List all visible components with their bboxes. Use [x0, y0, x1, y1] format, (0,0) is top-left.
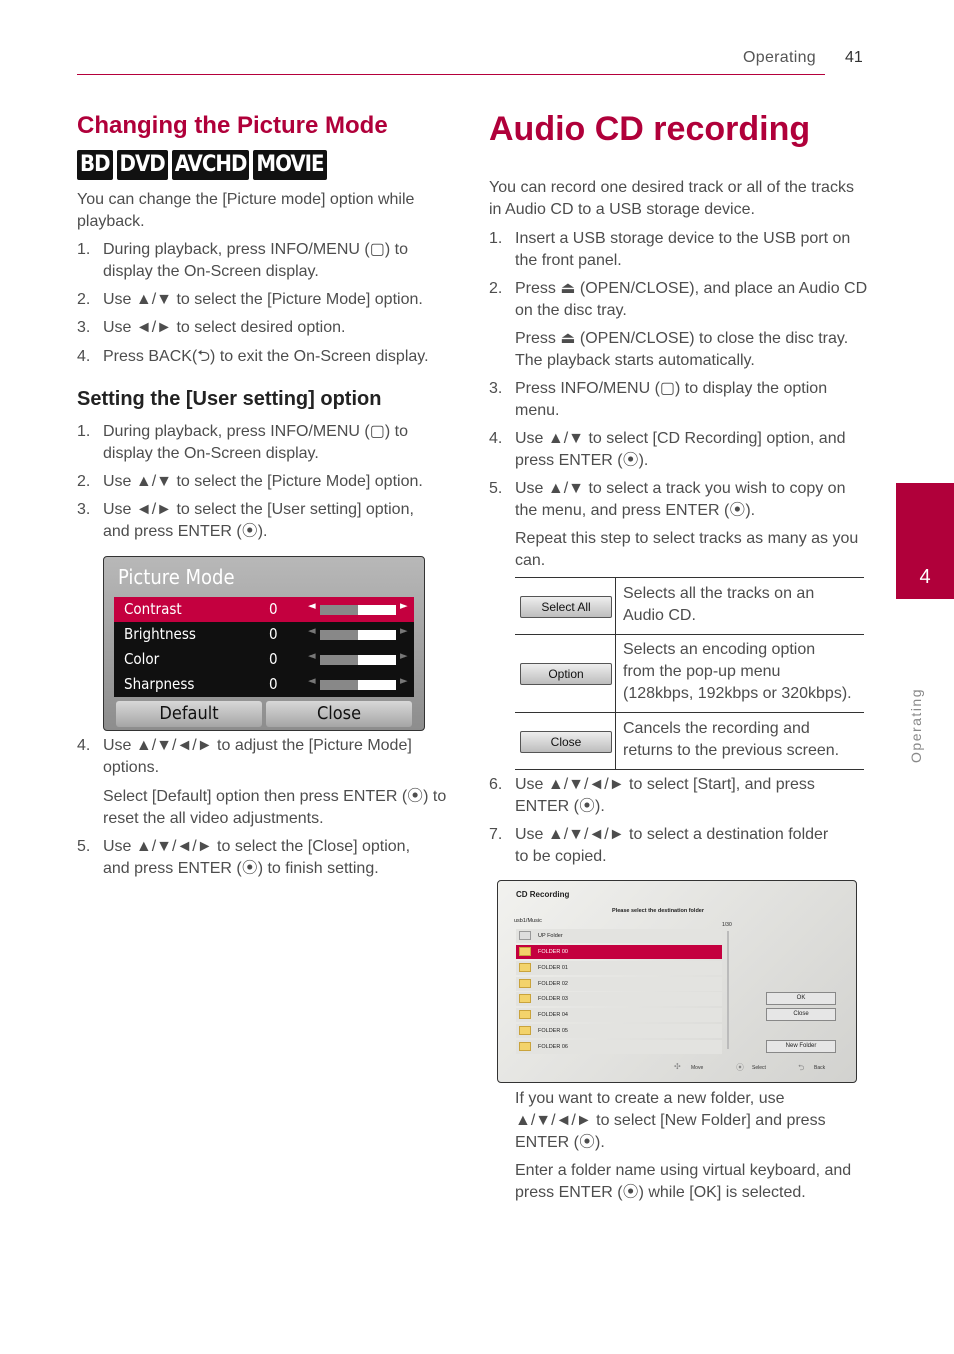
folder-label: FOLDER 01 [538, 965, 568, 971]
desc-line: from the pop-up menu [623, 663, 781, 680]
step-text: menu. [515, 402, 560, 419]
step-text: press ENTER (⦿). [515, 452, 649, 469]
step-number: 3. [489, 380, 503, 397]
default-button[interactable]: Default [116, 701, 262, 727]
footer-select: Select [752, 1065, 766, 1071]
step-text: Use ▲/▼ to select a track you wish to copy on [515, 480, 846, 497]
right-step-5 [489, 478, 869, 574]
folder-item[interactable] [516, 992, 722, 1006]
step-number: 1. [77, 241, 91, 258]
step-text: Use ▲/▼ to select the [Picture Mode] option. [103, 291, 423, 308]
picture-setting-list [114, 597, 414, 697]
folder-label: FOLDER 02 [538, 981, 568, 987]
folder-item[interactable] [516, 961, 722, 975]
step-text: Use ▲/▼/◄/► to select a destination folder [515, 826, 829, 843]
step-number: 3. [77, 319, 91, 336]
decrease-arrow-icon[interactable]: ◄ [308, 599, 316, 612]
audio-cd-heading: Audio CD recording [489, 110, 811, 148]
step-text: and press ENTER (⦿). [103, 523, 268, 540]
folder-icon [519, 1010, 531, 1019]
chapter-label: Operating [908, 688, 924, 763]
step-number: 7. [489, 826, 503, 843]
footer-move: Move [691, 1065, 704, 1071]
setting-name: Contrast [124, 600, 182, 618]
setting-level-bar[interactable] [320, 605, 396, 615]
ok-button[interactable]: OK [766, 992, 836, 1005]
step-number: 3. [77, 501, 91, 518]
table-desc [623, 583, 863, 627]
cd-recording-screen [497, 880, 857, 1083]
badge-movie: MOVIE [253, 150, 326, 180]
step-text: Press BACK(⮌) to exit the On-Screen display. [103, 348, 429, 365]
folder-label: FOLDER 03 [538, 996, 568, 1002]
cd-path: usb1/Music [514, 918, 542, 924]
back-icon: ⮌ [798, 1063, 805, 1072]
step-text: on the disc tray. [515, 302, 627, 319]
step-text: Use ▲/▼/◄/► to adjust the [Picture Mode] [103, 737, 412, 754]
note-line: Enter a folder name using virtual keyboard, and [515, 1162, 852, 1179]
left-step-4b [77, 735, 457, 835]
folder-label: FOLDER 00 [538, 949, 568, 955]
note-line: ENTER (⦿). [515, 1134, 605, 1151]
step-text: Use ◄/► to select the [User setting] option, [103, 501, 414, 518]
step-text: Press ⏏ (OPEN/CLOSE), and place an Audio CD [515, 280, 868, 297]
table-row [515, 712, 864, 770]
step-text: the front panel. [515, 252, 622, 269]
folder-item[interactable] [516, 1008, 722, 1022]
setting-value: 0 [269, 650, 278, 668]
folder-icon [519, 947, 531, 956]
step-note: can. [515, 552, 546, 569]
folder-icon [519, 1026, 531, 1035]
setting-level-bar[interactable] [320, 655, 396, 665]
sub-step-1 [77, 421, 457, 465]
folder-item[interactable] [516, 1040, 722, 1054]
step-number: 5. [489, 480, 503, 497]
desc-line: Audio CD. [623, 607, 696, 624]
left-step-1 [77, 239, 457, 283]
header-rule [77, 74, 825, 75]
folder-label: UP Folder [538, 933, 563, 939]
right-step-3 [489, 378, 869, 422]
note-line: If you want to create a new folder, use [515, 1090, 785, 1107]
step-number: 2. [77, 291, 91, 308]
intro-line: playback. [77, 213, 145, 230]
note-line: ▲/▼/◄/► to select [New Folder] and press [515, 1112, 826, 1129]
step-number: 6. [489, 776, 503, 793]
step-number: 4. [489, 430, 503, 447]
table-desc [623, 718, 863, 762]
step-number: 1. [77, 423, 91, 440]
step-text: Use ▲/▼ to select the [Picture Mode] option. [103, 473, 423, 490]
table-row [515, 577, 864, 634]
table-divider [615, 713, 616, 769]
folder-item[interactable] [516, 977, 722, 991]
folder-label: FOLDER 05 [538, 1028, 568, 1034]
note-line: press ENTER (⦿) while [OK] is selected. [515, 1184, 806, 1201]
step-number: 5. [77, 838, 91, 855]
new-folder-note [515, 1088, 865, 1204]
panel-title: Picture Mode [118, 565, 235, 589]
step-number: 4. [77, 737, 91, 754]
step-text: display the On-Screen display. [103, 445, 319, 462]
step-text: Use ▲/▼ to select [CD Recording] option, and [515, 430, 846, 447]
setting-name: Color [124, 650, 160, 668]
decrease-arrow-icon[interactable]: ◄ [308, 674, 316, 687]
step-text: Press INFO/MENU (▢) to display the option [515, 380, 828, 397]
setting-level-bar[interactable] [320, 680, 396, 690]
left-step-2 [77, 289, 457, 311]
picture-mode-panel [103, 556, 425, 731]
step-number: 2. [77, 473, 91, 490]
chapter-number: 4 [919, 566, 931, 588]
close-button[interactable]: Close [266, 701, 412, 727]
setting-row-sharpness[interactable] [114, 672, 414, 697]
step-note: reset the all video adjustments. [103, 810, 324, 827]
table-row [515, 634, 864, 712]
left-step-5b [77, 836, 457, 880]
setting-value: 0 [269, 600, 278, 618]
table-divider [615, 635, 616, 712]
cd-footer [498, 1059, 857, 1083]
sub-step-2 [77, 471, 457, 493]
right-step-1 [489, 228, 869, 272]
step-text: Insert a USB storage device to the USB port on [515, 230, 851, 247]
section-label: Operating [743, 49, 816, 66]
step-text: to be copied. [515, 848, 607, 865]
decrease-arrow-icon[interactable]: ◄ [308, 624, 316, 637]
step-text: the menu, and press ENTER (⦿). [515, 502, 756, 519]
badge-dvd: DVD [117, 150, 168, 180]
step-number: 1. [489, 230, 503, 247]
desc-line: (128kbps, 192kbps or 320kbps). [623, 685, 852, 702]
footer-back: Back [814, 1065, 826, 1071]
intro-line: You can record one desired track or all of the tracks [489, 179, 854, 196]
increase-arrow-icon[interactable]: ► [400, 624, 408, 637]
step-text: Use ▲/▼/◄/► to select the [Close] option, [103, 838, 411, 855]
step-text: Use ▲/▼/◄/► to select [Start], and press [515, 776, 815, 793]
setting-name: Brightness [124, 625, 196, 643]
desc-line: returns to the previous screen. [623, 742, 840, 759]
select-all-button[interactable]: Select All [520, 596, 612, 618]
close-button[interactable]: Close [766, 1008, 836, 1021]
desc-line: Selects all the tracks on an [623, 585, 815, 602]
setting-value: 0 [269, 675, 278, 693]
folder-item[interactable] [516, 945, 722, 959]
right-step-4 [489, 428, 869, 472]
step-text: options. [103, 759, 160, 776]
user-setting-subheading: Setting the [User setting] option [77, 388, 382, 410]
step-text: and press ENTER (⦿) to finish setting. [103, 860, 379, 877]
step-text: During playback, press INFO/MENU (▢) to [103, 241, 408, 258]
desc-line: Selects an encoding option [623, 641, 816, 658]
up-folder-icon [519, 931, 531, 940]
step-note: The playback starts automatically. [515, 352, 755, 369]
folder-label: FOLDER 06 [538, 1044, 568, 1050]
increase-arrow-icon[interactable]: ► [400, 599, 408, 612]
badge-avchd: AVCHD [172, 150, 250, 180]
increase-arrow-icon[interactable]: ► [400, 674, 408, 687]
audio-cd-intro [489, 177, 854, 221]
table-divider [615, 578, 616, 634]
option-button[interactable]: Option [520, 663, 612, 685]
cd-instruction: Please select the destination folder [612, 908, 705, 914]
move-icon: ✣ [674, 1062, 681, 1071]
step-note: Select [Default] option then press ENTER (⦿) to [103, 788, 447, 805]
step-text: During playback, press INFO/MENU (▢) to [103, 423, 408, 440]
step-text: display the On-Screen display. [103, 263, 319, 280]
right-step-7 [489, 824, 869, 868]
step-note: Press ⏏ (OPEN/CLOSE) to close the disc tray. [515, 330, 849, 347]
close-button[interactable]: Close [520, 731, 612, 753]
page-number: 41 [845, 49, 863, 66]
intro-line: in Audio CD to a USB storage device. [489, 201, 755, 218]
cd-count: 1/30 [722, 922, 732, 928]
badge-bd: BD [77, 150, 113, 180]
left-step-3 [77, 317, 457, 339]
picture-mode-intro [77, 189, 414, 233]
folder-item-up[interactable] [516, 929, 722, 943]
setting-row-color[interactable] [114, 647, 414, 672]
new-folder-button[interactable]: New Folder [766, 1040, 836, 1053]
picture-mode-heading: Changing the Picture Mode [77, 112, 388, 139]
desc-line: Cancels the recording and [623, 720, 810, 737]
folder-icon [519, 1042, 531, 1051]
right-step-2 [489, 278, 869, 378]
setting-level-bar[interactable] [320, 630, 396, 640]
disc-type-badges [77, 150, 327, 180]
table-desc [623, 639, 863, 705]
folder-scrollbar[interactable] [727, 931, 729, 1049]
right-step-6 [489, 774, 869, 818]
left-step-4 [77, 346, 457, 368]
decrease-arrow-icon[interactable]: ◄ [308, 649, 316, 662]
step-number: 2. [489, 280, 503, 297]
select-icon: ⦿ [736, 1063, 744, 1072]
setting-value: 0 [269, 625, 278, 643]
step-text: ENTER (⦿). [515, 798, 605, 815]
folder-icon [519, 979, 531, 988]
folder-icon [519, 963, 531, 972]
folder-item[interactable] [516, 1024, 722, 1038]
folder-icon [519, 994, 531, 1003]
step-text: Use ◄/► to select desired option. [103, 319, 346, 336]
setting-row-brightness[interactable] [114, 622, 414, 647]
intro-line: You can change the [Picture mode] option while [77, 191, 415, 208]
setting-row-contrast[interactable] [114, 597, 414, 622]
folder-label: FOLDER 04 [538, 1012, 568, 1018]
step-note: Repeat this step to select tracks as many as you [515, 530, 859, 547]
increase-arrow-icon[interactable]: ► [400, 649, 408, 662]
sub-step-3 [77, 499, 457, 543]
cd-screen-title: CD Recording [516, 890, 570, 899]
setting-name: Sharpness [124, 675, 195, 693]
step-number: 4. [77, 348, 91, 365]
